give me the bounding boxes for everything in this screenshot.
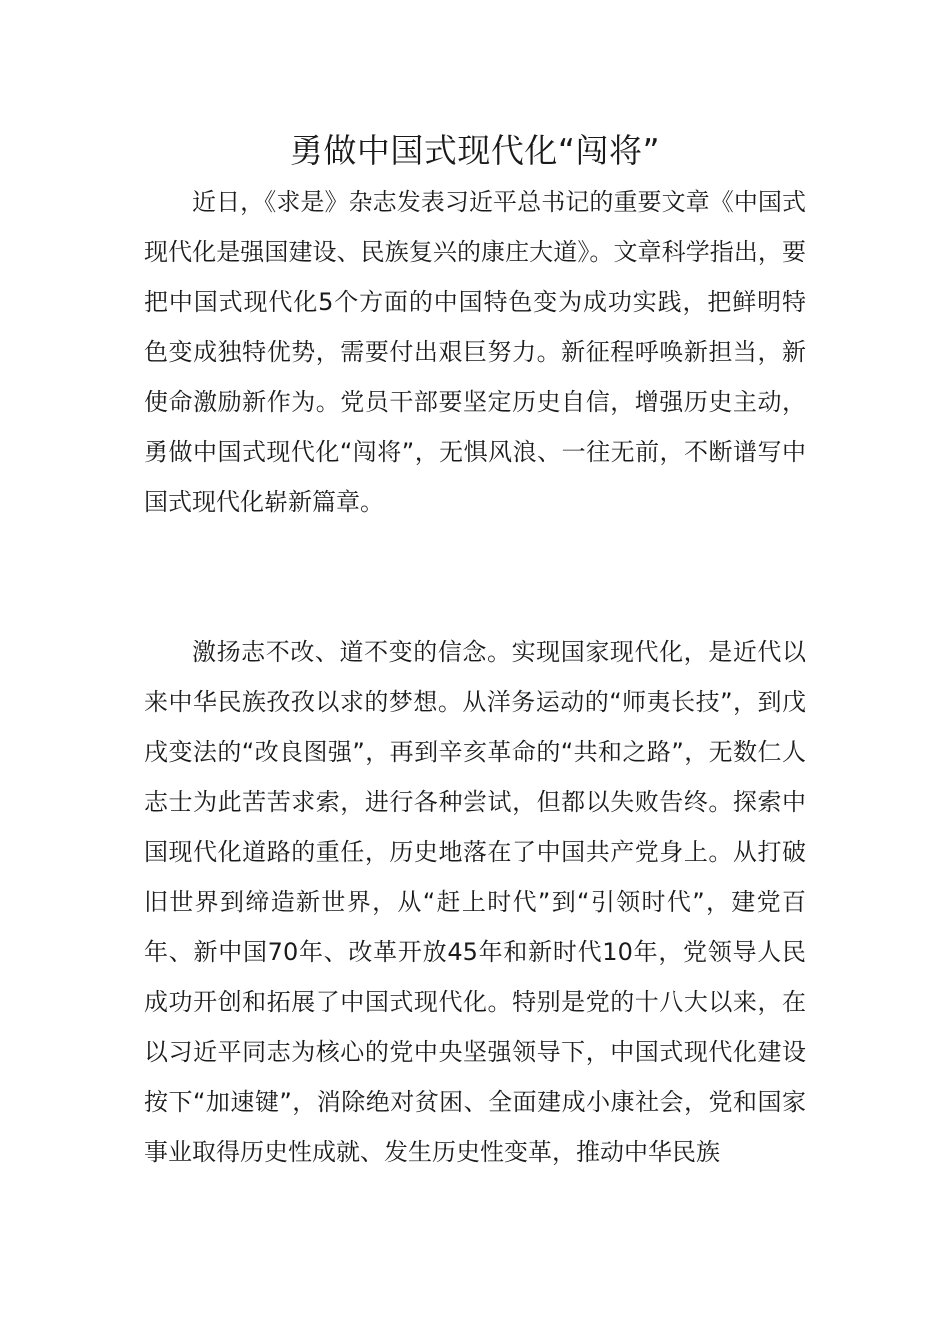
- paragraph-intro: 近日，《求是》杂志发表习近平总书记的重要文章《中国式现代化是强国建设、民族复兴的康庄大道》。文章科学指出，要把中国式现代化5个方面的中国特色变为成功实践，把鲜明特色变成独特优势，需要付出艰巨努力。新征程呼唤新担当，新使命激励新作为。党员干部要坚定历史自信，增强历史主动，勇做中国式现代化“闯将”，无惧风浪、一往无前，不断谱写中国式现代化崭新篇章。: [144, 188, 806, 516]
- document-title: 勇做中国式现代化“闯将”: [289, 131, 661, 170]
- paragraph-belief: 激扬志不改、道不变的信念。实现国家现代化，是近代以来中华民族孜孜以求的梦想。从洋务运动的“师夷长技”，到戊戌变法的“改良图强”，再到辛亥革命的“共和之路”，无数仁人志士为此苦苦求索，进行各种尝试，但都以失败告终。探索中国现代化道路的重任，历史地落在了中国共产党身上。从打破旧世界到缔造新世界，从“赶上时代”到“引领时代”，建党百年、新中国70年、改革开放45年和新时代10年，党领导人民成功开创和拓展了中国式现代化。特别是党的十八大以来，在以习近平同志为核心的党中央坚强领导下，中国式现代化建设按下“加速键”，消除绝对贫困、全面建成小康社会，党和国家事业取得历史性成就、发生历史性变革，推动中华民族: [144, 638, 806, 1166]
